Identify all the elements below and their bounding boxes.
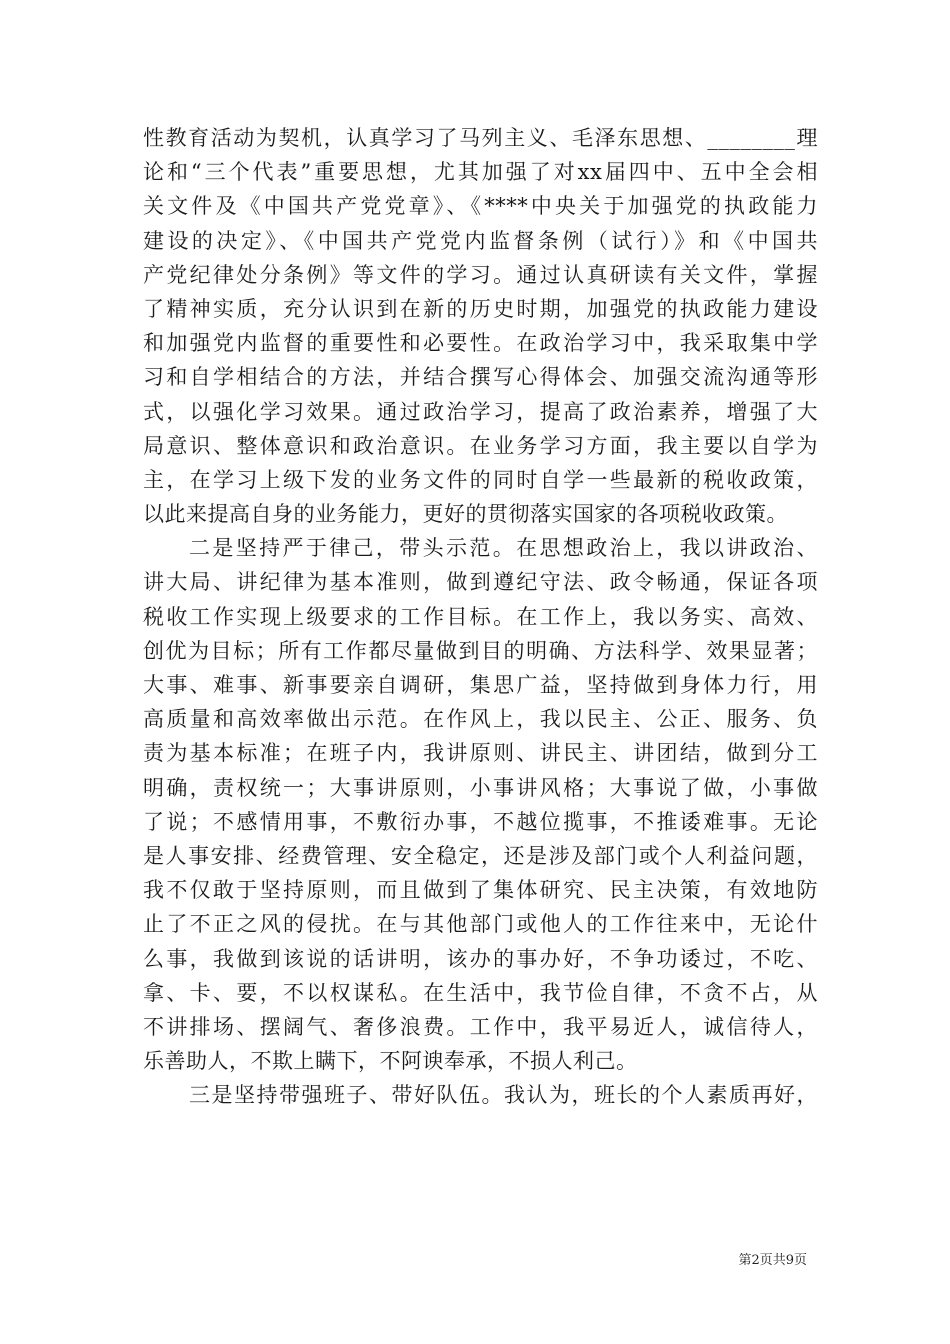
text-line: 税收工作实现上级要求的工作目标。在工作上，我以务实、高效、 — [143, 604, 818, 629]
text-line: 创优为目标；所有工作都尽量做到目的明确、方法科学、效果显著； — [143, 638, 818, 663]
text-line: 和加强党内监督的重要性和必要性。在政治学习中，我采取集中学 — [143, 331, 818, 356]
text-line: 论和“三个代表”重要思想，尤其加强了对xx届四中、五中全会相 — [143, 160, 818, 185]
body-text — [143, 121, 818, 1112]
text-line: 主，在学习上级下发的业务文件的同时自学一些最新的税收政策， — [143, 467, 818, 492]
text-line: 性教育活动为契机，认真学习了马列主义、毛泽东思想、________理 — [143, 126, 818, 150]
text-line: 习和自学相结合的方法，并结合撰写心得体会、加强交流沟通等形 — [143, 365, 818, 390]
page-number: 第2页共9页 — [738, 1253, 807, 1268]
text-line: 产党纪律处分条例》等文件的学习。通过认真研读有关文件，掌握 — [143, 262, 818, 287]
text-line: 责为基本标准；在班子内，我讲原则、讲民主、讲团结，做到分工 — [143, 741, 818, 766]
text-line: 关文件及《中国共产党党章》、《****中央关于加强党的执政能力 — [143, 194, 818, 219]
text-line: 拿、卡、要，不以权谋私。在生活中，我节俭自律，不贪不占，从 — [143, 980, 818, 1005]
paragraph-start-line: 二是坚持严于律己，带头示范。在思想政治上，我以讲政治、 — [189, 536, 818, 561]
text-line: 我不仅敢于坚持原则，而且做到了集体研究、民主决策，有效地防 — [143, 878, 818, 903]
text-line: 明确，责权统一；大事讲原则，小事讲风格；大事说了做，小事做 — [143, 775, 818, 800]
text-line: 止了不正之风的侵扰。在与其他部门或他人的工作往来中，无论什 — [143, 912, 818, 937]
text-line: 讲大局、讲纪律为基本准则，做到遵纪守法、政令畅通，保证各项 — [143, 570, 818, 595]
text-line: 不讲排场、摆阔气、奢侈浪费。工作中，我平易近人，诚信待人， — [143, 1014, 818, 1039]
text-line: 建设的决定》、《中国共产党党内监督条例（试行）》和《中国共 — [143, 228, 818, 253]
text-line: 是人事安排、经费管理、安全稳定，还是涉及部门或个人利益问题， — [143, 843, 818, 868]
text-line: 了说；不感情用事，不敷衍办事，不越位揽事，不推诿难事。无论 — [143, 809, 818, 834]
text-line: 高质量和高效率做出示范。在作风上，我以民主、公正、服务、负 — [143, 707, 818, 732]
text-line: 局意识、整体意识和政治意识。在业务学习方面，我主要以自学为 — [143, 433, 818, 458]
text-line: 乐善助人，不欺上瞒下，不阿谀奉承，不损人利己。 — [143, 1049, 638, 1074]
text-line: 么事，我做到该说的话讲明，该办的事办好，不争功诿过，不吃、 — [143, 946, 818, 971]
paragraph-start-line: 三是坚持带强班子、带好队伍。我认为，班长的个人素质再好， — [189, 1083, 818, 1108]
text-line: 式，以强化学习效果。通过政治学习，提高了政治素养，增强了大 — [143, 399, 818, 424]
text-line: 了精神实质，充分认识到在新的历史时期，加强党的执政能力建设 — [143, 296, 818, 321]
text-line: 大事、难事、新事要亲自调研，集思广益，坚持做到身体力行，用 — [143, 673, 818, 697]
text-line: 以此来提高自身的业务能力，更好的贯彻落实国家的各项税收政策。 — [143, 502, 788, 527]
